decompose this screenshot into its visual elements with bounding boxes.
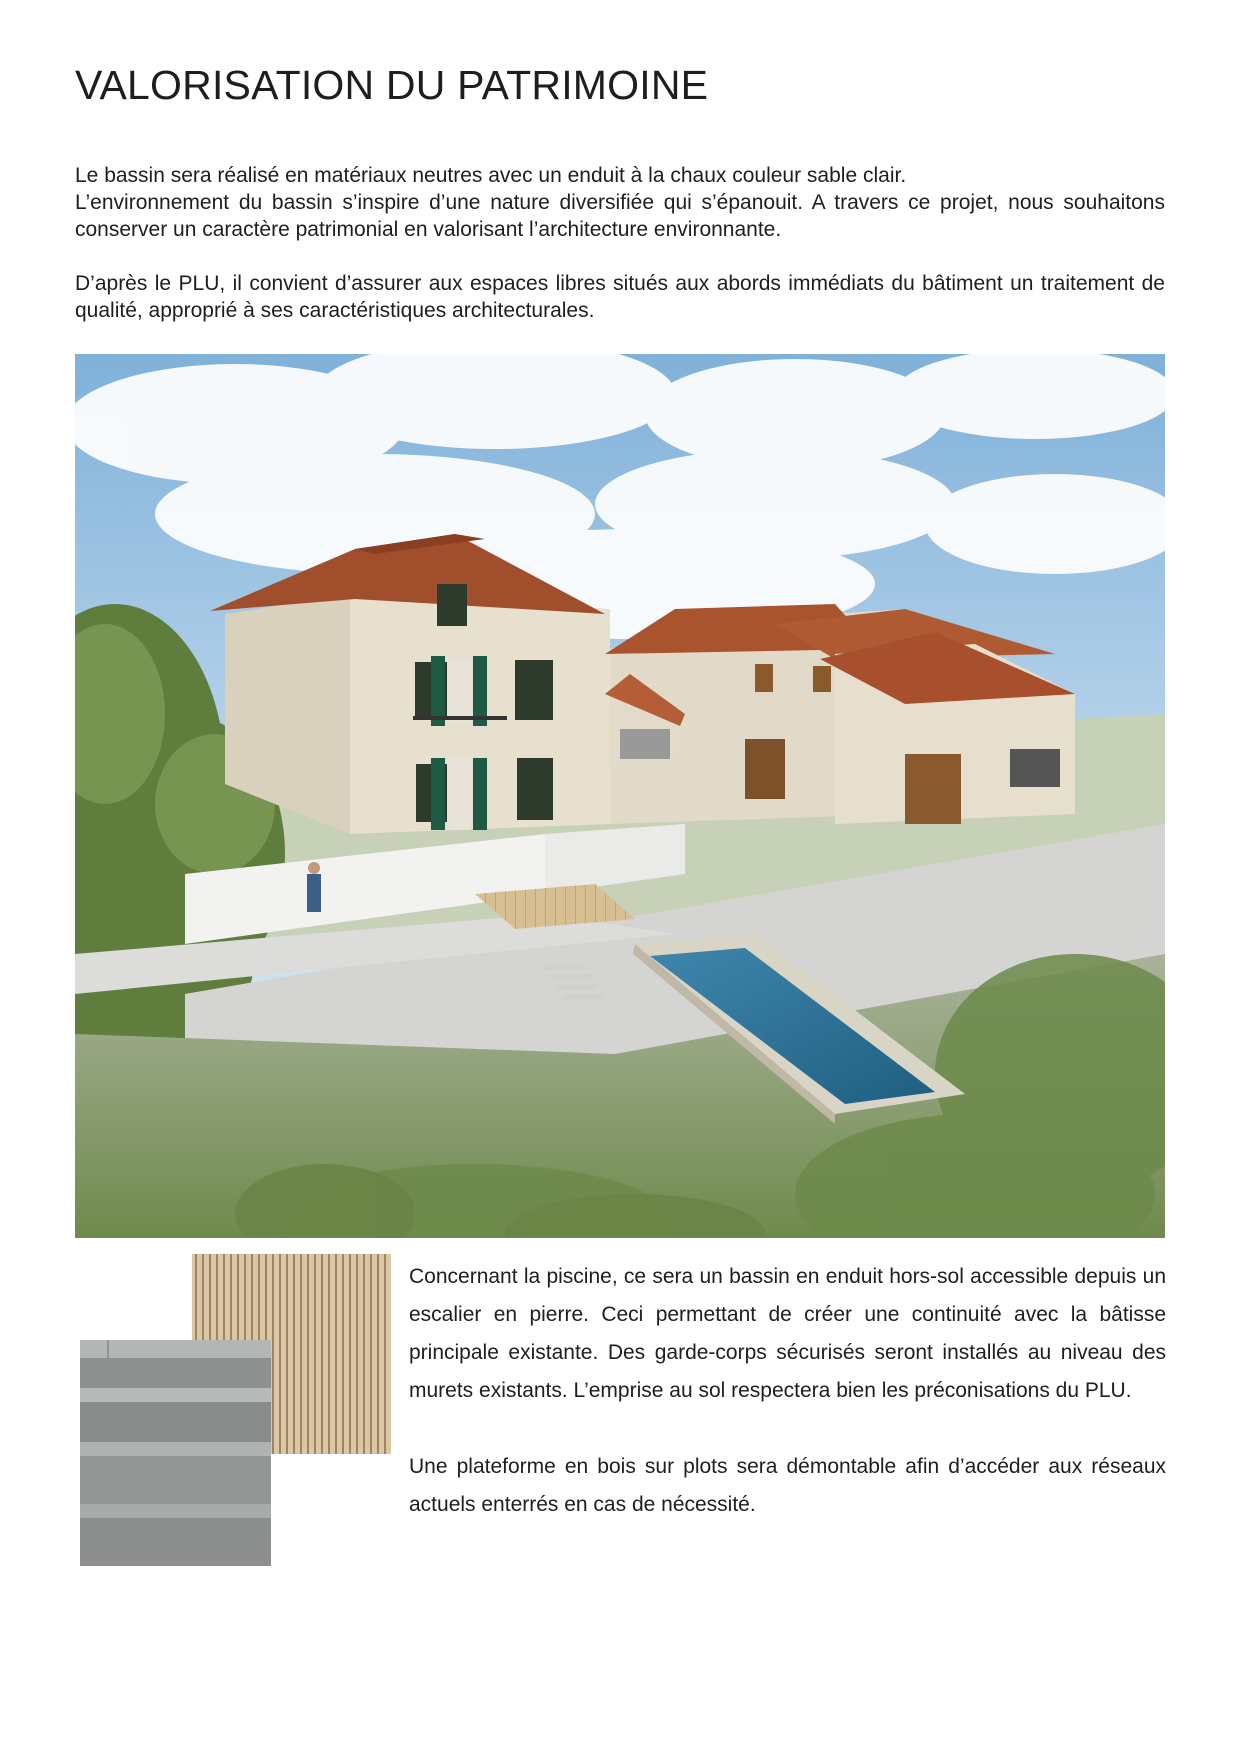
pool-description: [409, 1258, 1166, 1524]
intro-text: [75, 162, 1165, 324]
description-paragraph-1: Concernant la piscine, ce sera un bassin en enduit hors-sol accessible depuis un escalier en pierre. Ceci permettant de créer une continuité avec la bâtisse principale existante. Des garde-corps sécurisés seront installés au niveau des murets existants. L’emprise au sol respectera bien les préconisations du PLU.: [409, 1265, 1166, 1402]
page-title: VALORISATION DU PATRIMOINE: [75, 62, 709, 108]
intro-paragraph-1b: L’environnement du bassin s’inspire d’une nature diversifiée qui s’épanouit. A travers ce projet, nous souhaitons conserver un caractère patrimonial en valorisant l’architecture environnante.: [75, 191, 1165, 241]
intro-paragraph-1a: Le bassin sera réalisé en matériaux neutres avec un enduit à la chaux couleur sable clair.: [75, 164, 907, 187]
architectural-render-image: [75, 354, 1165, 1238]
intro-paragraph-2: D’après le PLU, il convient d’assurer aux espaces libres situés aux abords immédiats du bâtiment un traitement de qualité, approprié à ses caractéristiques architecturales.: [75, 272, 1165, 322]
description-paragraph-2: Une plateforme en bois sur plots sera démontable afin d’accéder aux réseaux actuels enterrés en cas de nécessité.: [409, 1455, 1166, 1516]
stone-steps-sample-image: [80, 1340, 271, 1566]
